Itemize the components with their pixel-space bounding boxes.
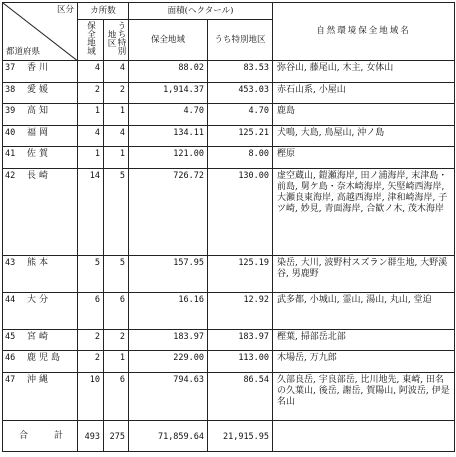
area-cell: 16.16 (129, 293, 208, 330)
total-label-1: 合 (19, 430, 29, 441)
prefecture-cell (3, 169, 78, 256)
total-area-cell: 71,859.64 (129, 421, 208, 452)
area-cell: 4.70 (129, 104, 208, 126)
count-cell: 1 (78, 147, 104, 169)
prefecture-number: 47 (5, 374, 16, 385)
prefecture-name: 香川 (27, 63, 52, 74)
area-names-cell: 虚空蔵山, 鎧瀬海岸, 田ノ浦海岸, 末津島・前島, 舅ケ島・奈木崎海岸, 矢堅崎西海岸, 大瀬良東海岸, 高越西海岸, 津和崎海岸, 子ツ崎, 妙見, 青面海岸, 合歓ノ木, 茂木海岸 (273, 169, 455, 256)
table-row (3, 293, 455, 330)
table-row (3, 104, 455, 126)
prefecture-cell (3, 372, 78, 420)
prefecture-number: 37 (5, 63, 16, 74)
table-row (3, 351, 455, 373)
prefecture-number: 38 (5, 84, 16, 95)
special-area-cell: 12.92 (208, 293, 273, 330)
total-names-cell (273, 421, 455, 452)
count-cell: 4 (78, 125, 104, 147)
prefecture-number: 43 (5, 258, 16, 269)
count-cell: 2 (78, 82, 104, 104)
area-cell: 121.00 (129, 147, 208, 169)
count-cell: 1 (78, 104, 104, 126)
table-row (3, 125, 455, 147)
prefecture-cell (3, 351, 78, 373)
area-names-cell: 赤石山系, 小屋山 (273, 82, 455, 104)
prefecture-number: 44 (5, 295, 16, 306)
special-count-cell: 2 (104, 329, 129, 351)
special-count-cell: 5 (104, 169, 129, 256)
prefecture-cell (3, 61, 78, 83)
prefecture-name: 高知 (27, 106, 52, 117)
header-count-hozen (78, 20, 104, 61)
prefecture-cell (3, 256, 78, 293)
special-area-cell: 183.97 (208, 329, 273, 351)
special-area-cell: 125.21 (208, 125, 273, 147)
header-kasho-su: カ所数 (78, 3, 129, 20)
special-area-cell: 125.19 (208, 256, 273, 293)
special-area-cell: 83.53 (208, 61, 273, 83)
special-area-cell: 130.00 (208, 169, 273, 256)
table-row (3, 329, 455, 351)
area-cell: 794.63 (129, 372, 208, 420)
header-count-tokubetsu (104, 20, 129, 61)
special-count-cell: 1 (104, 351, 129, 373)
area-names-cell: 樫原 (273, 147, 455, 169)
table-row (3, 256, 455, 293)
prefecture-cell (3, 293, 78, 330)
area-cell: 229.00 (129, 351, 208, 373)
prefecture-name: 佐賀 (27, 149, 52, 160)
prefecture-name: 愛媛 (27, 84, 52, 95)
count-cell: 6 (78, 293, 104, 330)
count-cell: 10 (78, 372, 104, 420)
count-cell: 2 (78, 351, 104, 373)
total-count-cell: 493 (78, 421, 104, 452)
header-count-hozen-text: 保全地域 (85, 21, 96, 56)
special-area-cell: 8.00 (208, 147, 273, 169)
area-names-cell: 木場岳, 万九郎 (273, 351, 455, 373)
area-cell: 134.11 (129, 125, 208, 147)
header-count-tokubetsu-text: うち特別地区 (106, 21, 126, 56)
prefecture-cell (3, 104, 78, 126)
prefecture-number: 42 (5, 171, 16, 181)
special-area-cell: 86.54 (208, 372, 273, 420)
area-names-cell: 樫葉, 掃部岳北部 (273, 329, 455, 351)
count-cell: 4 (78, 61, 104, 83)
count-cell: 2 (78, 329, 104, 351)
total-label-2: 計 (54, 430, 64, 441)
area-names-cell: 武多都, 小城山, 霊山, 湯山, 丸山, 堂迫 (273, 293, 455, 330)
special-area-cell: 453.03 (208, 82, 273, 104)
table-row (3, 82, 455, 104)
area-cell: 726.72 (129, 169, 208, 256)
count-cell: 14 (78, 169, 104, 256)
area-names-cell: 染岳, 大川, 波野村スズラン群生地, 大野溪谷, 男鹿野 (273, 256, 455, 293)
total-special-count-cell: 275 (104, 421, 129, 452)
prefecture-number: 45 (5, 331, 16, 342)
table-row (3, 169, 455, 256)
prefecture-cell (3, 82, 78, 104)
prefecture-cell (3, 147, 78, 169)
prefecture-name: 宮崎 (27, 331, 52, 342)
prefecture-cell (3, 329, 78, 351)
special-count-cell: 4 (104, 125, 129, 147)
area-cell: 1,914.37 (129, 82, 208, 104)
total-label-cell (3, 421, 78, 452)
prefecture-number: 41 (5, 149, 16, 160)
special-count-cell: 1 (104, 147, 129, 169)
area-names-cell: 弥谷山, 藤尾山, 木主, 女体山 (273, 61, 455, 83)
prefecture-name: 熊本 (27, 258, 52, 269)
prefecture-name: 長崎 (27, 171, 52, 181)
conservation-area-table (2, 2, 455, 452)
header-row-1 (3, 3, 455, 20)
header-area-hozen: 保全地域 (129, 20, 208, 61)
special-count-cell: 1 (104, 104, 129, 126)
area-cell: 157.95 (129, 256, 208, 293)
prefecture-cell (3, 125, 78, 147)
area-cell: 183.97 (129, 329, 208, 351)
special-area-cell: 113.00 (208, 351, 273, 373)
header-area-tokubetsu: うち特別地区 (208, 20, 273, 61)
diagonal-header-cell (3, 3, 78, 61)
table-row (3, 372, 455, 420)
prefecture-number: 40 (5, 127, 16, 138)
special-count-cell: 5 (104, 256, 129, 293)
table-row (3, 61, 455, 83)
special-count-cell: 6 (104, 293, 129, 330)
total-row (3, 421, 455, 452)
special-count-cell: 2 (104, 82, 129, 104)
special-count-cell: 4 (104, 61, 129, 83)
prefecture-name: 大分 (27, 295, 52, 306)
area-names-cell: 鹿島 (273, 104, 455, 126)
special-count-cell: 6 (104, 372, 129, 420)
count-cell: 5 (78, 256, 104, 293)
header-todofuken: 都道府県 (6, 47, 41, 58)
area-names-cell: 犬鳴, 大島, 鳥屋山, 沖ノ島 (273, 125, 455, 147)
prefecture-name: 福岡 (27, 127, 52, 138)
prefecture-number: 39 (5, 106, 16, 117)
prefecture-name: 鹿児島 (27, 353, 64, 364)
table-row (3, 147, 455, 169)
header-kubun: 区分 (56, 5, 74, 15)
header-area-names: 自然環境保全地域名 (273, 3, 455, 61)
prefecture-number: 46 (5, 353, 16, 364)
area-names-cell: 久部良岳, 宇良部岳, 比川地先, 東崎, 田名の久葉山, 後岳, 謝岳, 賀陽山, 阿波岳, 伊是名山 (273, 372, 455, 420)
area-cell: 88.02 (129, 61, 208, 83)
header-menseki: 面積(ヘクタール) (129, 3, 273, 20)
total-special-area-cell: 21,915.95 (208, 421, 273, 452)
prefecture-name: 沖縄 (27, 374, 52, 385)
special-area-cell: 4.70 (208, 104, 273, 126)
